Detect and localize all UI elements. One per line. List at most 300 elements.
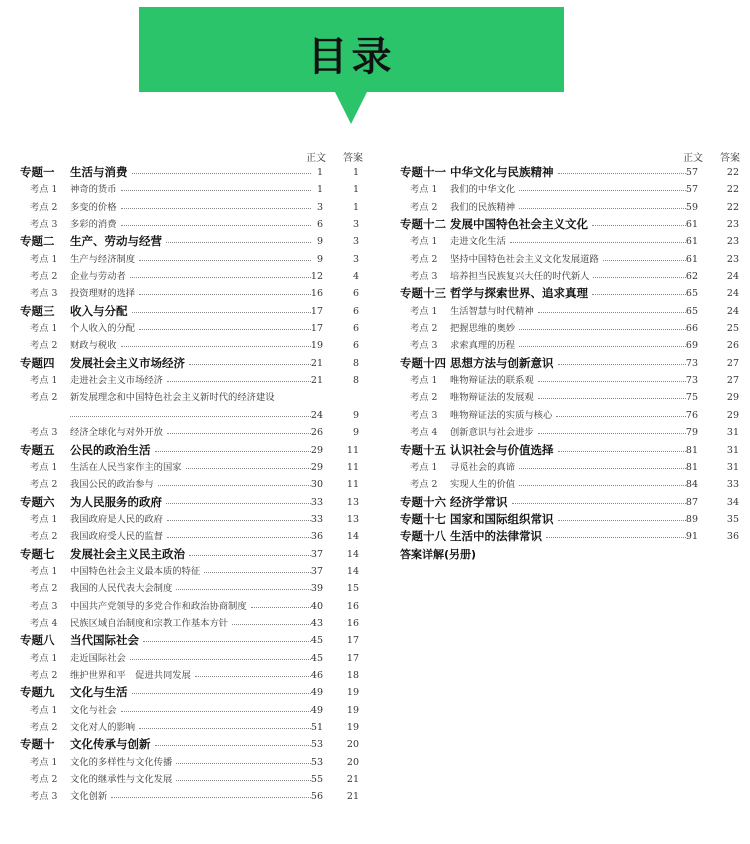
answer-page-number: 19: [346, 722, 359, 733]
toc-item-row: [400, 372, 743, 389]
main-page-number: 29: [310, 461, 323, 473]
leader-dots: [121, 225, 311, 226]
item-title: 生产与经济制度: [70, 253, 136, 265]
toc-item-row: [20, 650, 366, 667]
main-page-number: 26: [310, 427, 323, 439]
item-label: 考点 1: [30, 461, 58, 473]
leader-dots: [121, 711, 311, 712]
answer-page-number: 20: [346, 739, 359, 751]
main-page-number: 40: [310, 600, 323, 612]
topic-label: 专题六: [20, 494, 55, 509]
leader-dots: [519, 468, 686, 469]
toc-item-row: [20, 337, 366, 354]
toc-item-row: [400, 459, 743, 476]
main-page-number: 3: [316, 201, 323, 213]
toc-topic-row: [20, 164, 366, 181]
leader-dots: [538, 398, 686, 399]
leader-dots: [538, 433, 686, 434]
main-page-number: 61: [685, 236, 698, 248]
answer-page-number: 23: [726, 219, 739, 231]
main-page-number: 66: [685, 323, 698, 335]
item-label: 考点 2: [30, 392, 58, 404]
item-title: 走进社会主义市场经济: [70, 375, 163, 387]
topic-title: 发展社会主义市场经济: [70, 355, 185, 370]
leader-dots: [167, 537, 311, 538]
main-page-number: 17: [310, 323, 323, 335]
main-page-number: 39: [310, 583, 323, 595]
answer-page-number: 36: [726, 531, 739, 543]
item-label: 考点 4: [410, 427, 438, 439]
answer-page-number: 4: [352, 271, 359, 283]
item-title: 求索真理的历程: [450, 340, 516, 352]
toc-item-row: [400, 389, 743, 406]
leader-dots: [538, 381, 686, 382]
leader-dots: [519, 190, 686, 191]
item-title: 实现人生的价值: [450, 479, 516, 491]
item-title: 财政与税收: [70, 340, 117, 352]
main-page-number: 45: [310, 652, 323, 664]
answer-page-number: 6: [352, 340, 359, 352]
main-page-number: 1: [316, 167, 323, 178]
item-title: 寻觅社会的真谛: [450, 461, 516, 473]
main-page-number: 9: [316, 253, 323, 265]
topic-title: 收入与分配: [70, 303, 128, 318]
answer-page-number: 27: [726, 375, 739, 387]
toc-item-row: [20, 216, 366, 233]
toc-item-row: [20, 285, 366, 302]
topic-title: 认识社会与价值选择: [450, 442, 554, 457]
answer-page-number: 3: [352, 253, 359, 265]
topic-label: 专题十七: [400, 511, 446, 526]
main-page-number: 51: [310, 722, 323, 733]
answer-page-number: 22: [726, 184, 739, 196]
main-page-number: 37: [310, 548, 323, 560]
toc-item-row: [20, 615, 366, 632]
answer-page-number: 23: [726, 236, 739, 248]
leader-dots: [155, 451, 311, 452]
answer-page-number: 9: [352, 427, 359, 439]
item-title: 文化与社会: [70, 704, 117, 716]
main-page-number: 53: [310, 756, 323, 768]
item-title: 创新意识与社会进步: [450, 427, 534, 439]
item-label: 考点 1: [30, 184, 58, 196]
topic-label: 专题八: [20, 633, 55, 648]
answer-page-number: 27: [726, 357, 739, 369]
answer-page-number: 29: [726, 409, 739, 421]
item-title: 生活智慧与时代精神: [450, 305, 534, 317]
toc-item-row: [400, 407, 743, 424]
toc-item-row: [20, 598, 366, 615]
item-title: 新发展理念和中国特色社会主义新时代的经济建设: [70, 392, 275, 404]
answer-page-number: 25: [726, 323, 739, 335]
leader-dots: [593, 277, 686, 278]
item-title: 坚持中国特色社会主义文化发展道路: [450, 253, 599, 265]
item-title: 培养担当民族复兴大任的时代新人: [450, 271, 590, 283]
leader-dots: [195, 676, 311, 677]
item-title: 中国特色社会主义最本质的特征: [70, 565, 201, 577]
item-label: 考点 3: [30, 427, 58, 439]
item-label: 考点 1: [30, 513, 58, 525]
item-title: 生活在人民当家作主的国家: [70, 461, 182, 473]
main-page-number: 57: [685, 184, 698, 196]
leader-dots: [132, 173, 311, 174]
toc-topic-row: [20, 632, 366, 649]
leader-dots: [121, 190, 311, 191]
main-page-number: 65: [685, 288, 698, 300]
toc-topic-row: [20, 684, 366, 701]
topic-title: 生活与消费: [70, 165, 128, 179]
toc-item-row: [20, 788, 366, 805]
item-title: 文化的多样性与文化传播: [70, 756, 173, 768]
item-title: 我国的人民代表大会制度: [70, 583, 173, 595]
main-page-number: 59: [685, 201, 698, 213]
item-label: 考点 2: [30, 271, 58, 283]
leader-dots: [538, 312, 686, 313]
leader-dots: [519, 208, 686, 209]
answer-page-number: 33: [726, 479, 739, 491]
main-page-number: 75: [685, 392, 698, 404]
item-label: 考点 1: [30, 253, 58, 265]
topic-title: 发展中国特色社会主义文化: [450, 217, 588, 232]
main-page-number: 46: [310, 669, 323, 681]
topic-title: 国家和国际组织常识: [450, 511, 554, 526]
topic-label: 专题四: [20, 355, 55, 370]
leader-dots: [186, 468, 311, 469]
topic-label: 专题十一: [400, 165, 446, 179]
item-label: 考点 1: [30, 565, 58, 577]
toc-topic-row: [400, 442, 743, 459]
main-page-number: 73: [685, 375, 698, 387]
item-title: 民族区域自治制度和宗教工作基本方针: [70, 617, 229, 629]
leader-dots: [558, 520, 686, 521]
leader-dots: [132, 312, 311, 313]
leader-dots: [189, 364, 311, 365]
leader-dots: [70, 416, 311, 417]
main-page-number: 45: [310, 635, 323, 647]
main-page-number: 87: [685, 496, 698, 508]
topic-title: 生产、劳动与经营: [70, 234, 162, 249]
answer-page-number: 20: [346, 756, 359, 768]
topic-title: 思想方法与创新意识: [450, 355, 554, 370]
topic-title: 生活中的法律常识: [450, 529, 542, 544]
topic-title: 当代国际社会: [70, 633, 139, 648]
topic-label: 专题十八: [400, 529, 446, 544]
item-label: 考点 1: [410, 236, 438, 248]
answer-page-number: 24: [726, 271, 739, 283]
topic-label: 专题二: [20, 234, 55, 249]
item-title: 我国公民的政治参与: [70, 479, 154, 491]
item-label: 考点 2: [30, 340, 58, 352]
leader-dots: [167, 433, 311, 434]
toc-topic-row: [20, 494, 366, 511]
main-page-number: 62: [685, 271, 698, 283]
answer-page-number: 31: [726, 461, 739, 473]
answer-page-number: 17: [346, 652, 359, 664]
topic-title: 中华文化与民族精神: [450, 165, 554, 179]
answer-header: 答案: [343, 153, 363, 164]
item-title: 多变的价格: [70, 201, 117, 213]
main-page-number: 21: [310, 357, 323, 369]
item-label: 考点 2: [30, 479, 58, 491]
toc-item-row: [20, 511, 366, 528]
main-page-number: 81: [685, 461, 698, 473]
topic-title: 公民的政治生活: [70, 442, 151, 457]
toc-item-row: [400, 337, 743, 354]
answer-page-number: 8: [352, 357, 359, 369]
toc-item-row: [400, 251, 743, 268]
main-page-number: 21: [310, 375, 323, 387]
item-label: 考点 2: [410, 253, 438, 265]
leader-dots: [167, 520, 311, 521]
leader-dots: [176, 780, 311, 781]
topic-label: 专题十三: [400, 286, 446, 301]
item-title: 我们的中华文化: [450, 184, 516, 196]
item-title: 我们的民族精神: [450, 201, 516, 213]
leader-dots: [139, 329, 311, 330]
main-page-number: 81: [685, 444, 698, 456]
main-page-number: 16: [310, 288, 323, 300]
main-page-number: 53: [310, 739, 323, 751]
item-label: 考点 1: [410, 375, 438, 387]
leader-dots: [204, 572, 311, 573]
toc-item-row: [20, 771, 366, 788]
item-title: 唯物辩证法的实质与核心: [450, 409, 553, 421]
answer-page-number: 6: [352, 323, 359, 335]
item-title: 中国共产党领导的多党合作和政治协商制度: [70, 600, 247, 612]
main-page-number: 76: [685, 409, 698, 421]
main-page-number: 6: [316, 219, 323, 231]
answer-page-number: 17: [346, 635, 359, 647]
main-page-number: 17: [310, 305, 323, 317]
item-label: 考点 3: [30, 600, 58, 612]
answer-page-number: 24: [726, 305, 739, 317]
item-title: 经济全球化与对外开放: [70, 427, 163, 439]
item-title: 唯物辩证法的联系观: [450, 375, 534, 387]
answer-page-number: 16: [346, 617, 359, 629]
item-label: 考点 1: [410, 461, 438, 473]
item-title: 我国政府是人民的政府: [70, 513, 163, 525]
answer-page-number: 3: [352, 236, 359, 248]
toc-topic-row: [20, 233, 366, 250]
leader-dots: [512, 503, 686, 504]
main-page-number: 79: [685, 427, 698, 439]
toc-item-row: [20, 528, 366, 545]
item-title: 文化创新: [70, 791, 108, 803]
toc-item-row: [20, 459, 366, 476]
leader-dots: [556, 416, 686, 417]
toc-item-row: [20, 320, 366, 337]
leader-dots: [121, 346, 311, 347]
toc-item-row: [20, 199, 366, 216]
answer-page-number: 19: [346, 704, 359, 716]
main-page-number: 12: [310, 271, 323, 283]
answer-page-number: 23: [726, 253, 739, 265]
leader-dots: [603, 260, 686, 261]
answer-page-number: 11: [346, 444, 359, 456]
item-title: 走近国际社会: [70, 652, 126, 664]
answer-page-number: 18: [346, 669, 359, 681]
leader-dots: [251, 607, 311, 608]
leader-dots: [519, 485, 686, 486]
answer-page-number: 11: [346, 479, 359, 491]
toc-item-row: [20, 251, 366, 268]
answer-page-number: 16: [346, 600, 359, 612]
toc-item-row: [400, 303, 743, 320]
toc-item-row: [400, 268, 743, 285]
main-page-number: 33: [310, 496, 323, 508]
toc-item-row: [20, 389, 366, 406]
toc-item-row: [400, 181, 743, 198]
topic-label: 专题十: [20, 737, 55, 752]
toc-topic-row: [400, 355, 743, 372]
toc-item-row: [20, 719, 366, 736]
toc-left-column: [20, 148, 366, 806]
toc-topic-row: [20, 736, 366, 753]
main-page-number: 69: [685, 340, 698, 352]
answer-header: 答案: [720, 153, 740, 164]
toc-topic-row: [20, 546, 366, 563]
answer-page-number: 21: [346, 791, 359, 803]
toc-item-row: [20, 754, 366, 771]
answer-page-number: 22: [726, 201, 739, 213]
toc-item-row: [20, 407, 366, 424]
topic-label: 专题一: [20, 165, 55, 179]
main-page-number: 49: [310, 687, 323, 699]
main-page-number: 37: [310, 565, 323, 577]
toc-item-row: [400, 320, 743, 337]
leader-dots: [166, 503, 311, 504]
answer-page-number: 24: [726, 288, 739, 300]
toc-item-row: [400, 476, 743, 493]
leader-dots: [592, 294, 686, 295]
leader-dots: [132, 693, 311, 694]
leader-dots: [189, 555, 311, 556]
answer-page-number: 13: [346, 513, 359, 525]
item-title: 唯物辩证法的发展观: [450, 392, 534, 404]
toc-item-row: [20, 424, 366, 441]
main-page-number: 49: [310, 704, 323, 716]
item-label: 考点 2: [30, 583, 58, 595]
toc-topic-row: [20, 442, 366, 459]
answer-page-number: 14: [346, 531, 359, 543]
leader-dots: [558, 364, 686, 365]
page-title: 目录: [307, 34, 396, 80]
main-page-number: 19: [310, 340, 323, 352]
toc-topic-row: [400, 528, 743, 545]
toc-topic-row: [400, 494, 743, 511]
answer-page-number: 6: [352, 305, 359, 317]
leader-dots: [166, 242, 311, 243]
topic-title: 文化与生活: [70, 685, 128, 700]
answer-page-number: 14: [346, 548, 359, 560]
answer-page-number: 6: [352, 288, 359, 300]
answer-note: 答案详解(另册): [400, 547, 477, 561]
item-label: 考点 4: [30, 617, 58, 629]
toc-item-row: [20, 563, 366, 580]
toc-topic-row: [400, 216, 743, 233]
toc-item-row: [400, 199, 743, 216]
item-label: 考点 2: [410, 201, 438, 213]
topic-title: 发展社会主义民主政治: [70, 546, 185, 561]
toc-item-row: [20, 372, 366, 389]
item-label: 考点 2: [410, 479, 438, 491]
leader-dots: [558, 173, 686, 174]
answer-page-number: 3: [352, 219, 359, 231]
leader-dots: [139, 260, 311, 261]
item-label: 考点 3: [410, 340, 438, 352]
answer-page-number: 29: [726, 392, 739, 404]
item-title: 多彩的消费: [70, 219, 117, 231]
item-label: 考点 1: [30, 375, 58, 387]
toc-topic-row: [400, 285, 743, 302]
answer-page-number: 1: [352, 167, 359, 178]
leader-dots: [510, 242, 686, 243]
main-page-number: 30: [310, 479, 323, 491]
answer-page-number: 9: [352, 409, 359, 421]
leader-dots: [155, 745, 311, 746]
answer-page-number: 31: [726, 444, 739, 456]
item-label: 考点 1: [30, 323, 58, 335]
answer-page-number: 19: [346, 687, 359, 699]
item-title: 维护世界和平 促进共同发展: [70, 669, 191, 681]
answer-page-number: 1: [352, 184, 359, 196]
item-title: 投资理财的选择: [70, 288, 136, 300]
item-label: 考点 1: [410, 305, 438, 317]
main-page-number: 29: [310, 444, 323, 456]
item-label: 考点 2: [410, 323, 438, 335]
answer-page-number: 11: [346, 461, 359, 473]
leader-dots: [121, 208, 311, 209]
item-title: 神奇的货币: [70, 184, 117, 196]
toc-item-row: [20, 268, 366, 285]
item-label: 考点 3: [410, 409, 438, 421]
answer-page-number: 21: [346, 774, 359, 786]
item-label: 考点 2: [410, 392, 438, 404]
item-title: 我国政府受人民的监督: [70, 531, 163, 543]
topic-title: 为人民服务的政府: [70, 494, 162, 509]
leader-dots: [130, 277, 311, 278]
main-page-number: 24: [310, 409, 323, 421]
item-label: 考点 3: [410, 271, 438, 283]
toc-topic-row: [20, 355, 366, 372]
item-title: 走进文化生活: [450, 236, 506, 248]
main-page-number: 43: [310, 617, 323, 629]
leader-dots: [519, 329, 686, 330]
answer-page-number: 34: [726, 496, 739, 508]
item-label: 考点 2: [30, 201, 58, 213]
main-page-number: 61: [685, 253, 698, 265]
answer-page-number: 13: [346, 496, 359, 508]
topic-label: 专题十四: [400, 355, 446, 370]
item-label: 考点 1: [30, 704, 58, 716]
toc-topic-row: [20, 303, 366, 320]
leader-dots: [139, 294, 311, 295]
item-label: 考点 1: [30, 652, 58, 664]
leader-dots: [592, 225, 686, 226]
main-page-number: 57: [685, 167, 698, 178]
main-page-number: 65: [685, 305, 698, 317]
item-title: 文化的继承性与文化发展: [70, 774, 173, 786]
answer-page-number: 22: [726, 167, 739, 178]
topic-title: 经济学常识: [450, 494, 508, 509]
item-label: 考点 1: [410, 184, 438, 196]
leader-dots: [558, 451, 686, 452]
answer-page-number: 1: [352, 201, 359, 213]
main-page-number: 9: [316, 236, 323, 248]
answer-page-number: 31: [726, 427, 739, 439]
answer-page-number: 26: [726, 340, 739, 352]
leader-dots: [111, 797, 311, 798]
